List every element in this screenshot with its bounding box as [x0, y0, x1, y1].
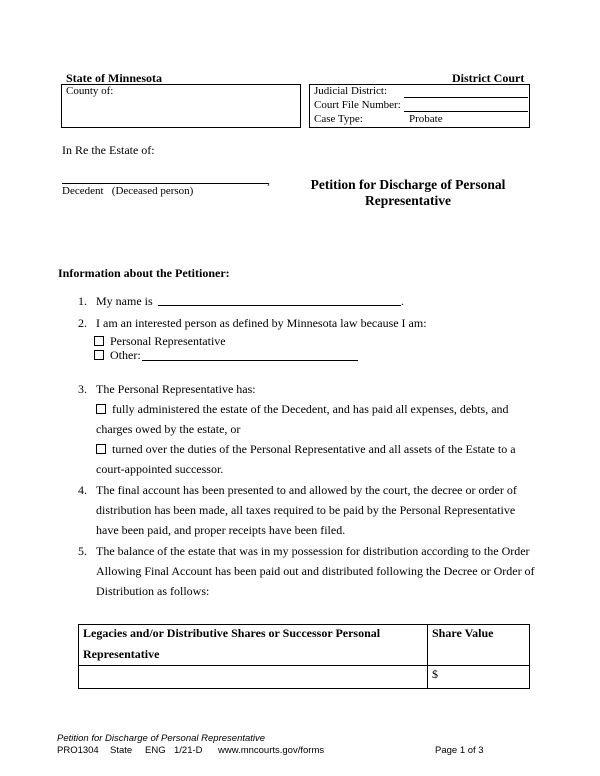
state-label: State of Minnesota [66, 71, 162, 85]
option-turned-over[interactable] [96, 439, 516, 459]
item-5-line1: The balance of the estate that was in my possession for distribution according to the Order [96, 544, 530, 558]
item-4-line1: The final account has been presented to and allowed by the court, the decree or order of [96, 483, 517, 497]
table-row-share-value[interactable]: $ [432, 667, 438, 681]
item-5-line3: Distribution as follows: [96, 584, 210, 598]
table-column-divider [427, 624, 428, 688]
option-fully-administered-line2: charges owed by the estate, or [96, 422, 241, 436]
section-heading: Information about the Petitioner: [58, 266, 230, 280]
county-label: County of: [66, 85, 114, 97]
option-turned-over-line2: court-appointed successor. [96, 462, 224, 476]
judicial-district-field[interactable] [404, 97, 528, 98]
item-2-number: 2. [78, 316, 87, 330]
court-file-field[interactable] [404, 111, 528, 112]
option-personal-representative-label: Personal Representative [110, 334, 226, 348]
item-2-text: I am an interested person as defined by Minnesota law because I am: [96, 316, 427, 330]
item-4-line3: have been paid, and proper receipts have been filed. [96, 523, 346, 537]
form-title-line1: Petition for Discharge of Personal [310, 177, 506, 192]
item-1-period: . [401, 294, 404, 308]
option-fully-administered[interactable] [96, 399, 509, 419]
footer-page-number: Page 1 of 3 [435, 745, 484, 756]
checkbox-personal-representative[interactable] [94, 336, 104, 346]
checkbox-turned-over[interactable] [96, 444, 106, 454]
other-field[interactable] [142, 360, 358, 361]
item-1-text: My name is [96, 294, 153, 308]
checkbox-fully-administered[interactable] [96, 404, 106, 414]
table-header-col2: Share Value [432, 626, 494, 640]
case-type-value: Probate [409, 113, 443, 125]
in-re-label: In Re the Estate of: [62, 143, 155, 157]
footer-url[interactable]: www.mncourts.gov/forms [218, 745, 325, 756]
footer-code: PRO1304 [57, 745, 99, 756]
footer-revision: 1/21-D [174, 745, 203, 756]
item-1-number: 1. [78, 294, 87, 308]
footer-lang: ENG [145, 745, 166, 756]
decedent-comma: , [267, 173, 270, 187]
item-3-text: The Personal Representative has: [96, 382, 256, 396]
option-other-label: Other: [110, 348, 141, 362]
checkbox-other[interactable] [94, 350, 104, 360]
form-title-line2: Representative [365, 193, 451, 208]
petitioner-name-field[interactable] [158, 305, 401, 306]
table-header-col1-line1: Legacies and/or Distributive Shares or Successor Personal [83, 626, 381, 640]
item-5-line2: Allowing Final Account has been paid out and distributed following the Decree or Order of [96, 564, 535, 578]
case-type-label: Case Type: [314, 113, 363, 125]
county-box[interactable] [61, 84, 301, 128]
decedent-label: Decedent (Deceased person) [62, 185, 194, 197]
court-file-label: Court File Number: [314, 99, 401, 111]
decedent-name-field[interactable] [62, 183, 268, 184]
court-label: District Court [452, 71, 525, 85]
table-row-beneficiary-cell[interactable] [79, 666, 426, 686]
option-other[interactable] [94, 348, 141, 363]
judicial-district-label: Judicial District: [314, 85, 388, 97]
item-4-line2: distribution has been made, all taxes required to be paid by the Personal Representative [96, 503, 516, 517]
table-header-col1-line2: Representative [83, 647, 160, 661]
option-turned-over-line1: turned over the duties of the Personal Representative and all assets of the Estate to a [112, 442, 516, 456]
option-personal-representative[interactable] [94, 334, 226, 349]
item-4-number: 4. [78, 483, 87, 497]
footer-title: Petition for Discharge of Personal Representative [57, 733, 266, 744]
footer-state: State [110, 745, 133, 756]
option-fully-administered-line1: fully administered the estate of the Decedent, and has paid all expenses, debts, and [112, 402, 509, 416]
item-5-number: 5. [78, 544, 87, 558]
item-3-number: 3. [78, 382, 87, 396]
